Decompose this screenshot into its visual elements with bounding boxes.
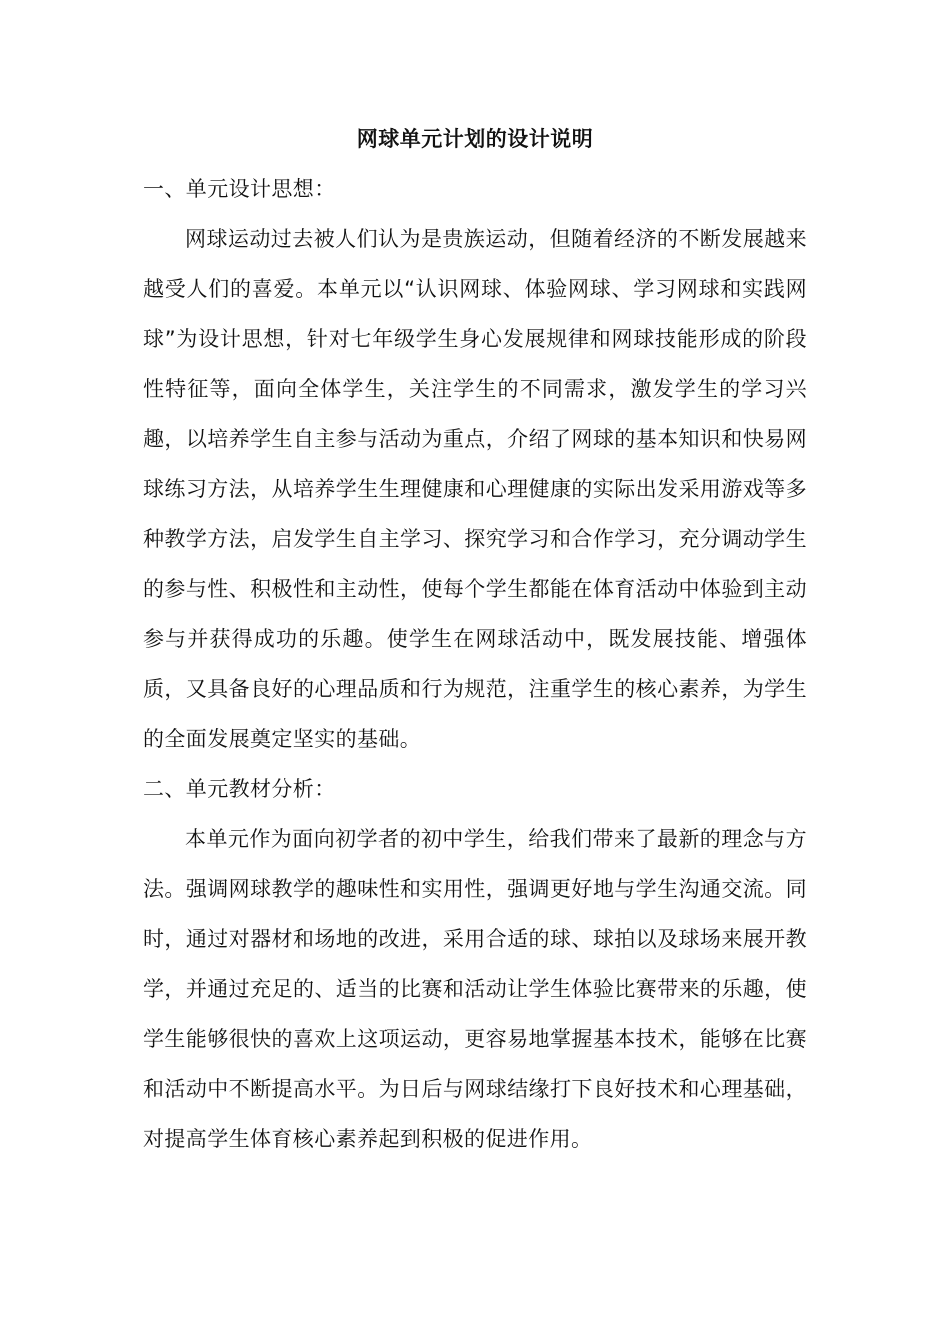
section-design-thinking [143,164,807,764]
section-material-analysis [143,764,807,1164]
document-title: 网球单元计划的设计说明 [356,127,594,151]
section-heading-material-analysis: 二、单元教材分析： [143,777,336,801]
document-page [143,118,807,1164]
section-paragraph-material-analysis: 本单元作为面向初学者的初中学生，给我们带来了最新的理念与方法。强调网球教学的趣味性和实用性，强调更好地与学生沟通交流。同时，通过对器材和场地的改进，采用合适的球、球拍以及球场来展开教学，并通过充足的、适当的比赛和活动让学生体验比赛带来的乐趣，使学生能够很快的喜欢上这项运动，更容易地掌握基本技术，能够在比赛和活动中不断提高水平。为日后与网球结缘打下良好技术和心理基础，对提高学生体育核心素养起到积极的促进作用。 [143,827,807,1151]
section-heading-design-thinking: 一、单元设计思想： [143,177,336,201]
section-paragraph-design-thinking: 网球运动过去被人们认为是贵族运动，但随着经济的不断发展越来越受人们的喜爱。本单元以“认识网球、体验网球、学习网球和实践网球”为设计思想，针对七年级学生身心发展规律和网球技能形成的阶段性特征等，面向全体学生，关注学生的不同需求，激发学生的学习兴趣，以培养学生自主参与活动为重点，介绍了网球的基本知识和快易网球练习方法，从培养学生生理健康和心理健康的实际出发采用游戏等多种教学方法，启发学生自主学习、探究学习和合作学习，充分调动学生的参与性、积极性和主动性，使每个学生都能在体育活动中体验到主动参与并获得成功的乐趣。使学生在网球活动中，既发展技能、增强体质，又具备良好的心理品质和行为规范，注重学生的核心素养，为学生的全面发展奠定坚实的基础。 [143,227,807,751]
